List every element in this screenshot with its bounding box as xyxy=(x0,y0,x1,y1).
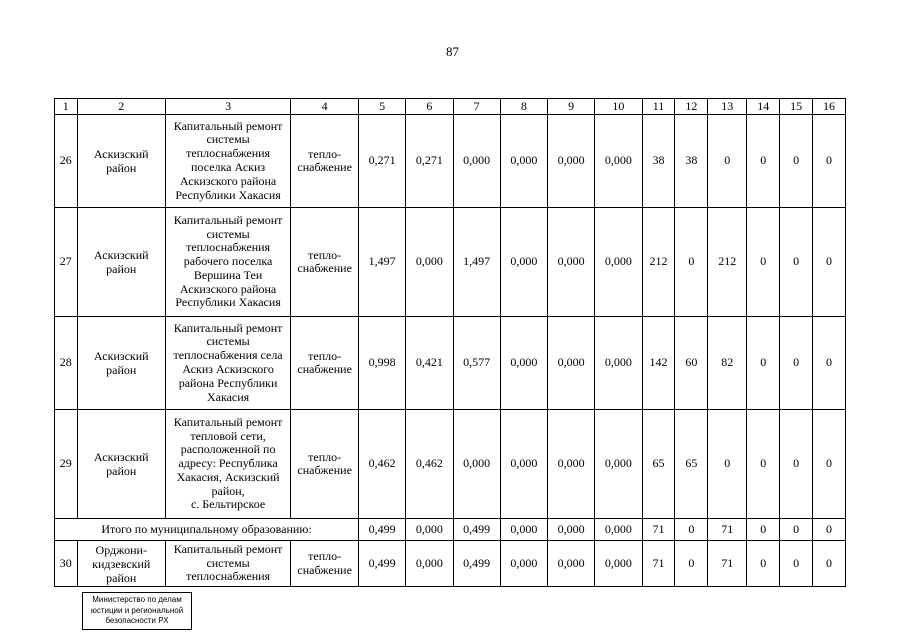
value-cell: 212 xyxy=(708,208,747,317)
text-line: Хакасия xyxy=(206,389,250,404)
text-line: поселка Аскиз xyxy=(191,160,266,174)
resource-cell: тепло-снабжение xyxy=(291,317,359,410)
value-cell: 0,000 xyxy=(500,317,547,410)
text-line: теплоснабжения xyxy=(186,240,271,255)
value-cell: 0,000 xyxy=(548,317,595,410)
value-cell: 0 xyxy=(747,410,780,519)
total-label-cell: Итого по муниципальному образованию: xyxy=(55,519,359,541)
value-cell: 0 xyxy=(780,519,813,541)
value-cell: 0 xyxy=(747,208,780,317)
value-cell: 0 xyxy=(675,208,708,317)
value-cell: 0,000 xyxy=(453,115,500,208)
header-cell: 3 xyxy=(165,99,290,115)
header-cell: 11 xyxy=(642,99,675,115)
value-cell: 65 xyxy=(642,410,675,519)
value-cell: 0 xyxy=(747,115,780,208)
text-line: тепловой сети, xyxy=(190,428,266,443)
value-cell: 0,998 xyxy=(359,317,406,410)
text-line: Капитальный ремонт xyxy=(173,118,283,133)
header-cell: 14 xyxy=(747,99,780,115)
value-cell: 0,462 xyxy=(406,410,453,519)
value-cell: 0,000 xyxy=(500,541,547,587)
value-cell: 71 xyxy=(708,541,747,587)
text-line: Капитальный ремонт xyxy=(173,414,283,429)
value-cell: 0,000 xyxy=(500,519,547,541)
value-cell: 38 xyxy=(642,115,675,208)
value-cell: 0,421 xyxy=(406,317,453,410)
header-cell: 12 xyxy=(675,99,708,115)
value-cell: 0 xyxy=(780,410,813,519)
value-cell: 0 xyxy=(780,115,813,208)
text-line: Капитальный ремонт xyxy=(173,212,283,227)
value-cell: 82 xyxy=(708,317,747,410)
header-cell: 6 xyxy=(406,99,453,115)
resource-cell: тепло-снабжение xyxy=(291,115,359,208)
value-cell: 0,499 xyxy=(359,541,406,587)
resource-cell: тепло-снабжение xyxy=(291,410,359,519)
value-cell: 65 xyxy=(675,410,708,519)
text-line: Аскизского района xyxy=(179,173,277,188)
value-cell: 38 xyxy=(675,115,708,208)
value-cell: 0,577 xyxy=(453,317,500,410)
value-cell: 0,000 xyxy=(595,410,642,519)
header-cell: 1 xyxy=(55,99,78,115)
description-cell xyxy=(165,115,290,208)
text-line: рабочего поселка xyxy=(183,254,273,269)
header-row xyxy=(55,99,846,115)
header-cell: 13 xyxy=(708,99,747,115)
text-line: расположенной по xyxy=(180,442,276,457)
header-cell: 2 xyxy=(77,99,165,115)
value-cell: 0,000 xyxy=(548,519,595,541)
text-line: район, xyxy=(211,483,245,498)
value-cell: 0 xyxy=(780,317,813,410)
text-line: системы xyxy=(206,334,250,349)
description-cell xyxy=(165,317,290,410)
text-line: теплоснабжения села xyxy=(173,348,283,363)
text-line: района Республики xyxy=(178,375,278,390)
value-cell: 0 xyxy=(813,317,846,410)
description-cell xyxy=(165,541,290,587)
value-cell: 0,271 xyxy=(359,115,406,208)
value-cell: 0 xyxy=(780,541,813,587)
text-line: с. Бельтирское xyxy=(190,497,266,512)
value-cell: 71 xyxy=(708,519,747,541)
value-cell: 0 xyxy=(708,410,747,519)
header-cell: 4 xyxy=(291,99,359,115)
table-row xyxy=(55,541,846,587)
value-cell: 0 xyxy=(813,115,846,208)
value-cell: 0,271 xyxy=(406,115,453,208)
description-cell xyxy=(165,208,290,317)
value-cell: 0 xyxy=(708,115,747,208)
value-cell: 0,000 xyxy=(406,541,453,587)
resource-cell: тепло-снабжение xyxy=(291,541,359,587)
value-cell: 0 xyxy=(675,541,708,587)
value-cell: 0 xyxy=(813,208,846,317)
value-cell: 1,497 xyxy=(453,208,500,317)
table-row xyxy=(55,410,846,519)
value-cell: 0,000 xyxy=(453,410,500,519)
value-cell: 0,000 xyxy=(548,410,595,519)
text-line: Аскиз Аскизского xyxy=(182,362,274,376)
municipality-cell: Аскизский район xyxy=(77,317,165,410)
header-cell: 10 xyxy=(595,99,642,115)
header-cell: 8 xyxy=(500,99,547,115)
value-cell: 0 xyxy=(747,541,780,587)
value-cell: 0 xyxy=(780,208,813,317)
text-line: Вершина Теи xyxy=(193,267,263,282)
row-number-cell: 26 xyxy=(55,115,78,208)
value-cell: 60 xyxy=(675,317,708,410)
header-cell: 9 xyxy=(548,99,595,115)
value-cell: 0,000 xyxy=(500,115,547,208)
municipality-cell: Аскизский район xyxy=(77,410,165,519)
value-cell: 212 xyxy=(642,208,675,317)
total-row xyxy=(55,519,846,541)
header-cell: 16 xyxy=(813,99,846,115)
text-line: Хакасия, Аскизский xyxy=(176,469,280,484)
value-cell: 0,000 xyxy=(548,208,595,317)
table-row xyxy=(55,208,846,317)
header-cell: 5 xyxy=(359,99,406,115)
value-cell: 0,499 xyxy=(359,519,406,541)
value-cell: 0,000 xyxy=(500,208,547,317)
value-cell: 0 xyxy=(747,317,780,410)
value-cell: 142 xyxy=(642,317,675,410)
value-cell: 0,000 xyxy=(548,115,595,208)
table-row xyxy=(55,317,846,410)
header-cell: 7 xyxy=(453,99,500,115)
text-line: Капитальный ремонт xyxy=(173,541,283,556)
municipality-cell: Аскизский район xyxy=(77,115,165,208)
value-cell: 0,000 xyxy=(595,541,642,587)
value-cell: 0,000 xyxy=(595,115,642,208)
value-cell: 0 xyxy=(747,519,780,541)
value-cell: 0 xyxy=(813,541,846,587)
text-line: теплоснабжения xyxy=(186,146,271,161)
header-cell: 15 xyxy=(780,99,813,115)
value-cell: 0,000 xyxy=(406,519,453,541)
value-cell: 0,000 xyxy=(595,208,642,317)
row-number-cell: 29 xyxy=(55,410,78,519)
value-cell: 0 xyxy=(813,519,846,541)
value-cell: 71 xyxy=(642,519,675,541)
text-line: теплоснабжения xyxy=(186,569,271,584)
registration-stamp: Министерство по делам юстиции и региональной безопасности РХ xyxy=(82,592,192,630)
value-cell: 0 xyxy=(675,519,708,541)
municipality-cell: Орджони-кидзевский район xyxy=(77,541,165,587)
value-cell: 0,000 xyxy=(595,317,642,410)
row-number-cell: 28 xyxy=(55,317,78,410)
data-table xyxy=(54,98,846,587)
table-row xyxy=(55,115,846,208)
value-cell: 0,499 xyxy=(453,541,500,587)
text-line: адресу: Республика xyxy=(178,456,278,471)
row-number-cell: 27 xyxy=(55,208,78,317)
value-cell: 0,000 xyxy=(406,208,453,317)
row-number-cell: 30 xyxy=(55,541,78,587)
value-cell: 0,000 xyxy=(548,541,595,587)
text-line: Республики Хакасия xyxy=(175,295,281,310)
value-cell: 0,000 xyxy=(595,519,642,541)
value-cell: 0,462 xyxy=(359,410,406,519)
page-number: 87 xyxy=(446,44,459,59)
text-line: Республики Хакасия xyxy=(175,187,281,202)
resource-cell: тепло-снабжение xyxy=(291,208,359,317)
text-line: Капитальный ремонт xyxy=(173,320,283,335)
text-line: системы xyxy=(206,132,250,147)
value-cell: 1,497 xyxy=(359,208,406,317)
text-line: системы xyxy=(206,555,250,570)
description-cell xyxy=(165,410,290,519)
value-cell: 0,000 xyxy=(500,410,547,519)
municipality-cell: Аскизский район xyxy=(77,208,165,317)
value-cell: 0 xyxy=(813,410,846,519)
text-line: Аскизского района xyxy=(179,281,277,296)
text-line: системы xyxy=(206,226,250,241)
value-cell: 71 xyxy=(642,541,675,587)
value-cell: 0,499 xyxy=(453,519,500,541)
